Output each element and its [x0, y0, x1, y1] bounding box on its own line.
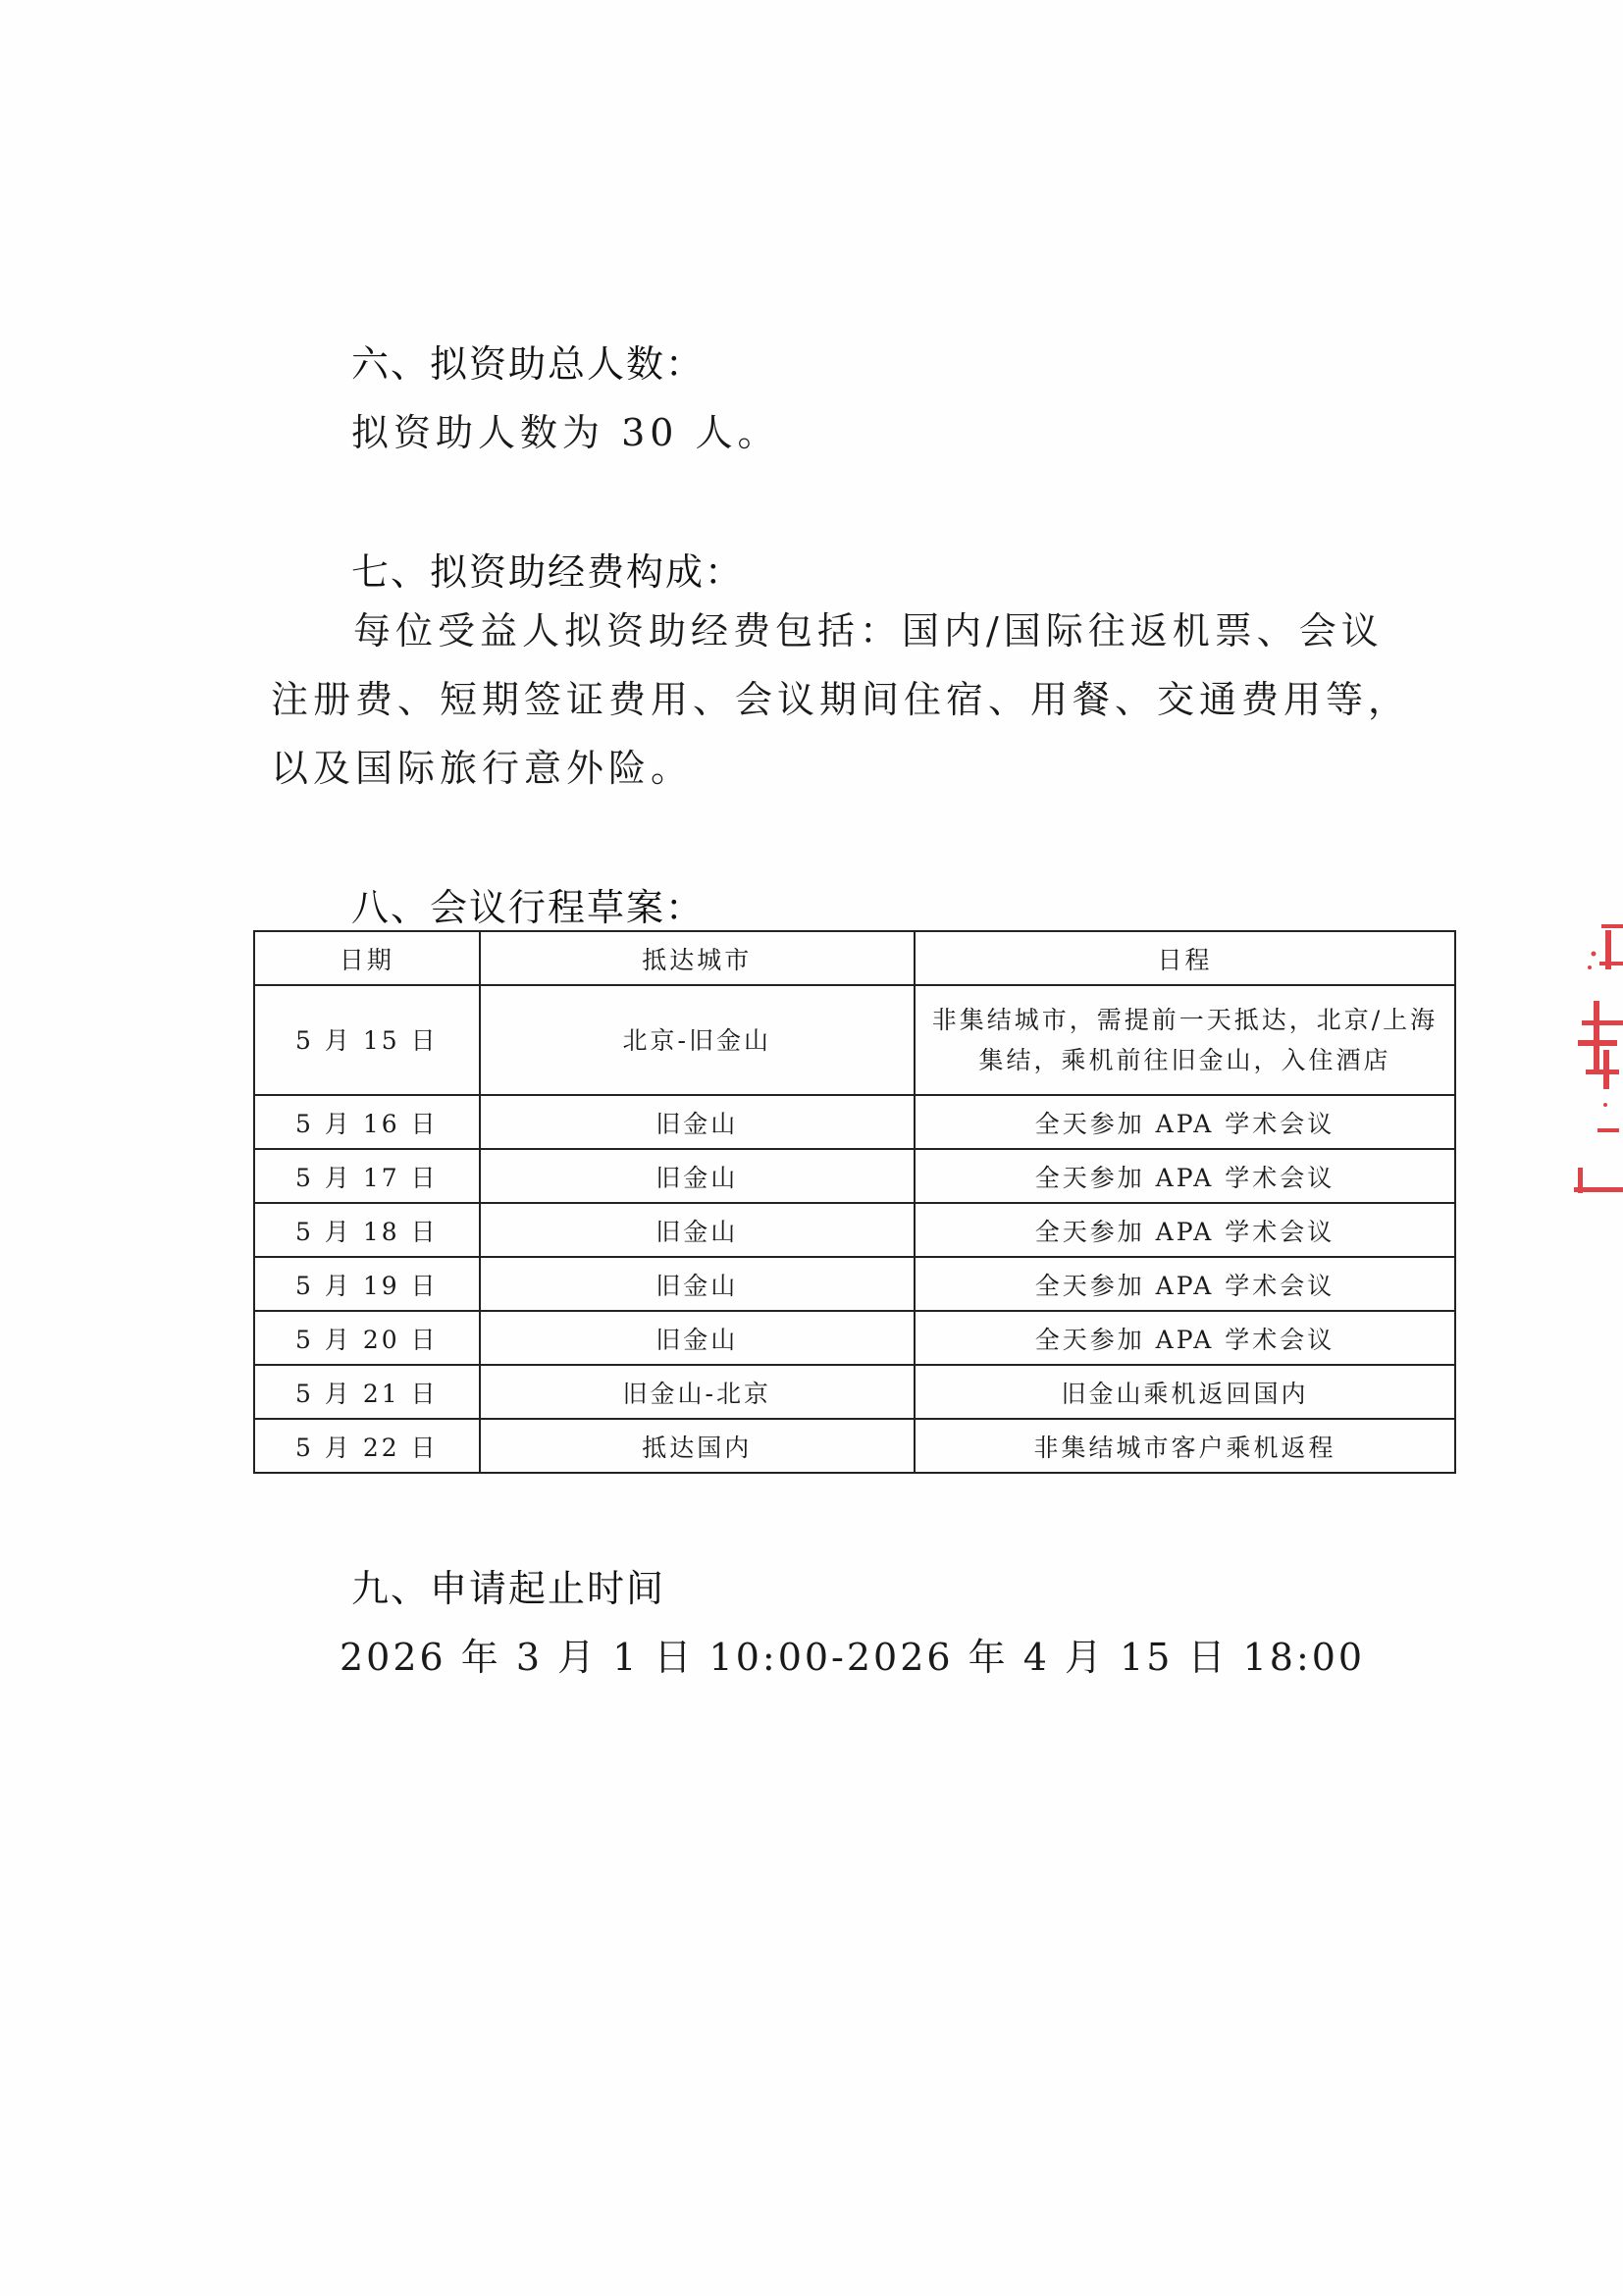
section-8-heading: 八、会议行程草案：: [351, 886, 706, 929]
section-7-body-line: 注册费、短期签证费用、会议期间住宿、用餐、交通费用等，: [271, 678, 1411, 721]
cell-date: 5 月 17 日: [254, 1149, 480, 1203]
section-7-heading: 七、拟资助经费构成：: [351, 550, 745, 594]
header-city: 抵达城市: [480, 931, 915, 985]
section-7-body-line: 每位受益人拟资助经费包括：国内/国际往返机票、会议: [353, 609, 1384, 652]
cell-city: 旧金山-北京: [480, 1365, 915, 1419]
section-9-body: 2026 年 3 月 1 日 10:00-2026 年 4 月 15 日 18:00: [340, 1636, 1366, 1679]
table-row: [254, 1149, 1455, 1203]
cell-city: 旧金山: [480, 1257, 915, 1311]
table-row: [254, 1365, 1455, 1419]
cell-city: 旧金山: [480, 1311, 915, 1365]
cell-schedule-line: 非集结城市，需提前一天抵达，北京/上海: [931, 1006, 1439, 1034]
cell-city: 抵达国内: [480, 1419, 915, 1473]
cell-date: 5 月 18 日: [254, 1203, 480, 1257]
section-6-body: 拟资助人数为 30 人。: [351, 411, 780, 454]
itinerary-table: [253, 930, 1456, 1474]
cell-schedule: [915, 985, 1455, 1095]
table-row: [254, 1203, 1455, 1257]
cell-date: 5 月 16 日: [254, 1095, 480, 1149]
section-7-body-line: 以及国际旅行意外险。: [271, 747, 694, 790]
table-row: [254, 985, 1455, 1095]
red-seal-fragment-icon: [1564, 903, 1623, 1236]
cell-city: 旧金山: [480, 1095, 915, 1149]
cell-schedule: 非集结城市客户乘机返程: [915, 1419, 1455, 1473]
cell-schedule: 全天参加 APA 学术会议: [915, 1311, 1455, 1365]
cell-date: 5 月 22 日: [254, 1419, 480, 1473]
cell-schedule: 全天参加 APA 学术会议: [915, 1257, 1455, 1311]
header-schedule: 日程: [915, 931, 1455, 985]
cell-date: 5 月 20 日: [254, 1311, 480, 1365]
cell-schedule-line: 集结，乘机前往旧金山，入住酒店: [978, 1046, 1391, 1074]
cell-city: 北京-旧金山: [480, 985, 915, 1095]
cell-city: 旧金山: [480, 1203, 915, 1257]
header-date: 日期: [254, 931, 480, 985]
cell-schedule: 全天参加 APA 学术会议: [915, 1095, 1455, 1149]
cell-date: 5 月 19 日: [254, 1257, 480, 1311]
cell-schedule: 全天参加 APA 学术会议: [915, 1149, 1455, 1203]
cell-date: 5 月 21 日: [254, 1365, 480, 1419]
table-row: [254, 1257, 1455, 1311]
table-row: [254, 1311, 1455, 1365]
table-row: [254, 1419, 1455, 1473]
cell-schedule: 全天参加 APA 学术会议: [915, 1203, 1455, 1257]
section-9-heading: 九、申请起止时间: [351, 1567, 666, 1610]
section-6-heading: 六、拟资助总人数：: [351, 342, 706, 386]
table-header-row: [254, 931, 1455, 985]
section-7-body: [271, 597, 1411, 803]
cell-city: 旧金山: [480, 1149, 915, 1203]
cell-schedule: 旧金山乘机返回国内: [915, 1365, 1455, 1419]
table-row: [254, 1095, 1455, 1149]
cell-date: 5 月 15 日: [254, 985, 480, 1095]
